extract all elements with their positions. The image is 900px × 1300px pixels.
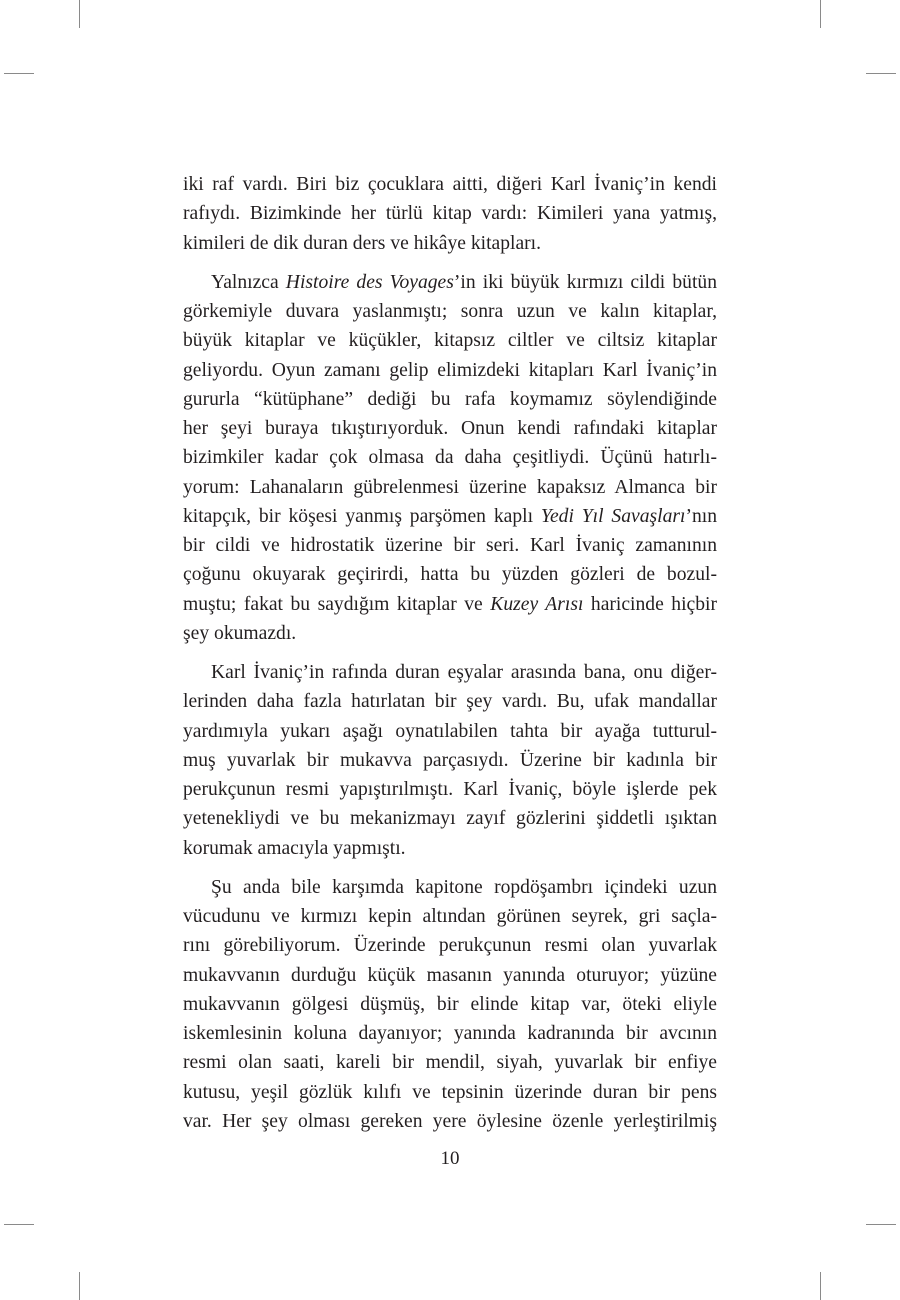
text-line: geliyordu. Oyun zamanı gelip elimizdeki kitapları Karl İvaniç’in bbox=[183, 359, 717, 381]
italic-title: Kuzey Arısı bbox=[490, 593, 584, 615]
crop-mark-bottom-right bbox=[820, 1272, 821, 1300]
crop-mark-left-top bbox=[4, 73, 34, 74]
crop-mark-right-top bbox=[866, 73, 896, 74]
paragraph bbox=[183, 873, 717, 1136]
text-line: mukavvanın gölgesi düşmüş, bir elinde kitap var, öteki eliyle bbox=[183, 993, 717, 1015]
text-line: büyük kitaplar ve küçükler, kitapsız ciltler ve ciltsiz kitaplar bbox=[183, 330, 717, 352]
text-line: şey okumazdı. bbox=[183, 622, 297, 644]
text-line: çoğunu okuyarak geçirirdi, hatta bu yüzden gözleri de bozul- bbox=[183, 564, 717, 586]
page-number: 10 bbox=[440, 1148, 460, 1169]
text-line: görkemiyle duvara yaslanmıştı; sonra uzun ve kalın kitaplar, bbox=[183, 301, 717, 322]
text-line: kimileri de dik duran ders ve hikâye kitapları. bbox=[183, 232, 542, 254]
text-line: Karl İvaniç’in rafında duran eşyalar arasında bana, onu diğer- bbox=[211, 662, 717, 683]
crop-mark-top-left bbox=[79, 0, 80, 28]
text-line: lerinden daha fazla hatırlatan bir şey vardı. Bu, ufak mandallar bbox=[183, 691, 717, 713]
paragraph bbox=[183, 268, 717, 648]
text-line: rafıydı. Bizimkinde her türlü kitap vardı: Kimileri yana yatmış, bbox=[183, 203, 717, 225]
paragraph bbox=[183, 170, 717, 258]
text-line: gururla “kütüphane” dediği bu rafa koymamız söylendiğinde bbox=[183, 388, 717, 410]
text-line: yetenekliydi ve bu mekanizmayı zayıf gözlerini şiddetli ışıktan bbox=[183, 808, 717, 830]
text-line: rını görebiliyorum. Üzerinde perukçunun resmi olan yuvarlak bbox=[183, 935, 717, 957]
text-line: Şu anda bile karşımda kapitone ropdöşambrı içindeki uzun bbox=[211, 876, 717, 898]
paragraph bbox=[183, 658, 717, 863]
crop-mark-right-bottom bbox=[866, 1224, 896, 1225]
text-line: vücudunu ve kırmızı kepin altından görünen seyrek, gri saçla- bbox=[183, 906, 717, 927]
paragraph-gap bbox=[183, 258, 717, 268]
text-line: iskemlesinin koluna dayanıyor; yanında kadranında bir avcının bbox=[183, 1023, 717, 1044]
text-line: mukavvanın durduğu küçük masanın yanında oturuyor; yüzüne bbox=[183, 964, 717, 986]
text-line: yardımıyla yukarı aşağı oynatılabilen tahta bir ayağa tutturul- bbox=[183, 720, 717, 742]
text-line: muş yuvarlak bir mukavva parçasıydı. Üzerine bir kadınla bir bbox=[183, 749, 717, 771]
crop-mark-left-bottom bbox=[4, 1224, 34, 1225]
text-line: kutusu, yeşil gözlük kılıfı ve tepsinin üzerinde duran bir pens bbox=[183, 1081, 717, 1103]
text-line: kitapçık, bir köşesi yanmış parşömen kaplı Yedi Yıl Savaşları’nın bbox=[183, 505, 717, 527]
text-line: var. Her şey olması gereken yere öylesine özenle yerleştirilmiş bbox=[183, 1110, 717, 1132]
crop-mark-top-right bbox=[820, 0, 821, 28]
italic-title: Histoire des Voyages bbox=[285, 271, 454, 293]
text-line: resmi olan saati, kareli bir mendil, siyah, yuvarlak bir enfiye bbox=[183, 1052, 717, 1074]
paragraph-gap bbox=[183, 648, 717, 658]
text-line: muştu; fakat bu saydığım kitaplar ve Kuzey Arısı haricinde hiçbir bbox=[183, 593, 717, 615]
text-line: her şeyi buraya tıkıştırıyorduk. Onun kendi rafındaki kitaplar bbox=[183, 418, 717, 439]
text-line: bir cildi ve hidrostatik üzerine bir seri. Karl İvaniç zamanının bbox=[183, 535, 717, 556]
text-line: korumak amacıyla yapmıştı. bbox=[183, 837, 406, 859]
text-line: perukçunun resmi yapıştırılmıştı. Karl İvaniç, böyle işlerde pek bbox=[183, 779, 717, 800]
crop-mark-bottom-left bbox=[79, 1272, 80, 1300]
text-line: bizimkiler kadar çok olmasa da daha çeşitliydi. Üçünü hatırlı- bbox=[183, 447, 717, 469]
text-line: yorum: Lahanaların gübrelenmesi üzerine kapaksız Almanca bir bbox=[183, 476, 717, 498]
text-line: iki raf vardı. Biri biz çocuklara aitti, diğeri Karl İvaniç’in kendi bbox=[183, 174, 717, 195]
paragraph-gap bbox=[183, 863, 717, 873]
italic-title: Yedi Yıl Savaşları bbox=[540, 505, 686, 527]
body-text bbox=[183, 170, 717, 1136]
text-line: Yalnızca Histoire des Voyages’in iki büyük kırmızı cildi bütün bbox=[211, 271, 717, 293]
